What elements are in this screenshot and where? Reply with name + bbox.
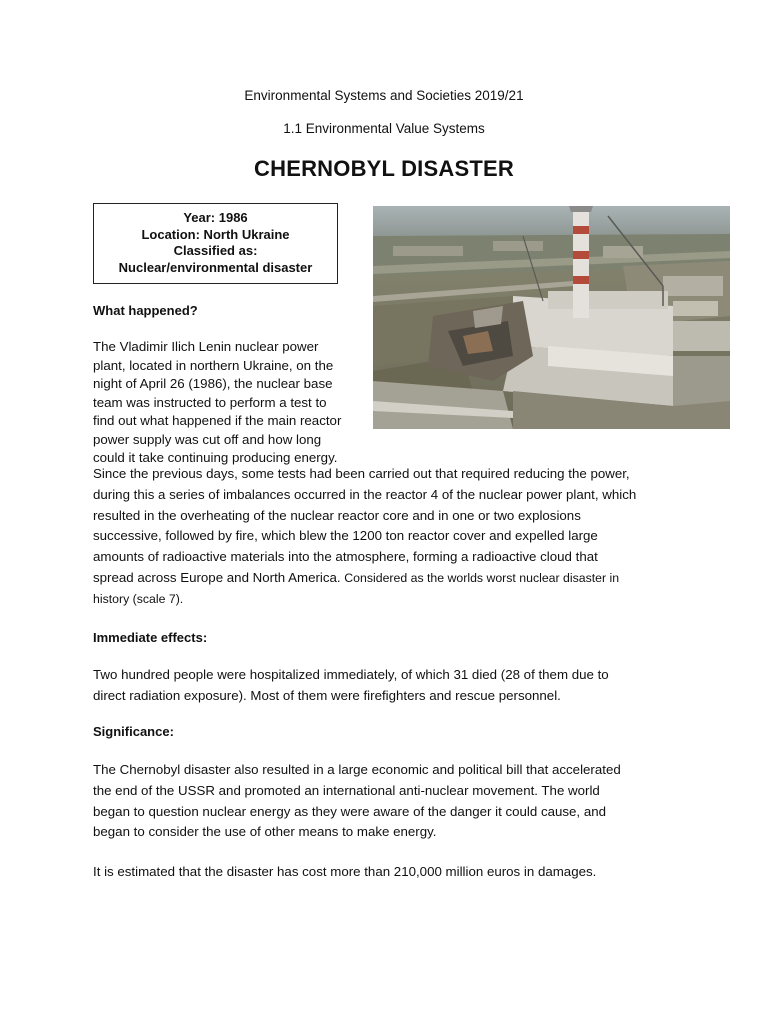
body-line (93, 568, 693, 589)
heading-what-happened: What happened? (93, 303, 198, 318)
course-title: Environmental Systems and Societies 2019/21 (244, 88, 524, 103)
body-line: began to consider the use of other means to make energy. (93, 824, 437, 840)
info-box (93, 203, 338, 284)
intro-line: team was instructed to perform a test to (93, 394, 327, 410)
body-line: the end of the USSR and promoted an international anti-nuclear movement. The world (93, 782, 600, 798)
body-line-segment: spread across Europe and North America. (93, 569, 345, 585)
body-line: Since the previous days, some tests had been carried out that required reducing the power, (93, 466, 630, 481)
immediate-effects-paragraph (93, 665, 693, 707)
intro-line: night of April 26 (1986), the nuclear base (93, 376, 333, 391)
body-line: Two hundred people were hospitalized immediately, of which 31 died (28 of them due to (93, 667, 609, 682)
intro-paragraph (93, 338, 368, 468)
info-location: Location: North Ukraine (141, 226, 290, 242)
photo-illustration (373, 206, 730, 429)
heading-significance: Significance: (93, 724, 174, 739)
info-classified-label: Classified as: (173, 243, 258, 258)
body-line: It is estimated that the disaster has cost more than 210,000 million euros in damages. (93, 864, 597, 879)
page-title: CHERNOBYL DISASTER (254, 156, 514, 181)
body-line-segment-small: Considered as the worlds worst nuclear disaster in (344, 570, 620, 585)
unit-title: 1.1 Environmental Value Systems (283, 121, 485, 136)
chernobyl-plant-photo (373, 206, 730, 429)
body-line: resulted in the overheating of the nuclear reactor core and in one or two explosions (93, 507, 581, 523)
info-year: Year: 1986 (183, 210, 248, 225)
body-line: The Chernobyl disaster also resulted in a large economic and political bill that accelerated (93, 762, 621, 777)
body-line: history (scale 7). (93, 591, 184, 606)
cost-paragraph (93, 862, 693, 883)
body-line: began to question nuclear energy as they were aware of the danger it could cause, and (93, 803, 607, 819)
intro-line: could it take continuing producing energy. (93, 450, 338, 465)
intro-line: find out what happened if the main reactor (93, 413, 342, 428)
body-line: during this a series of imbalances occurred in the reactor 4 of the nuclear power plant, which (93, 486, 637, 502)
heading-immediate-effects: Immediate effects: (93, 630, 208, 645)
intro-line: power supply was cut off and how long (93, 431, 322, 447)
intro-line: plant, located in northern Ukraine, on the (93, 357, 334, 373)
intro-line: The Vladimir Ilich Lenin nuclear power (93, 339, 319, 354)
significance-paragraph (93, 760, 693, 843)
body-line: successive, followed by fire, which blew the 1200 ton reactor cover and expelled large (93, 528, 598, 544)
what-happened-paragraph (93, 464, 693, 610)
body-line: direct radiation exposure). Most of them were firefighters and rescue personnel. (93, 687, 561, 703)
info-classification: Nuclear/environmental disaster (118, 259, 313, 275)
body-line: amounts of radioactive materials into the atmosphere, forming a radioactive cloud that (93, 549, 598, 565)
